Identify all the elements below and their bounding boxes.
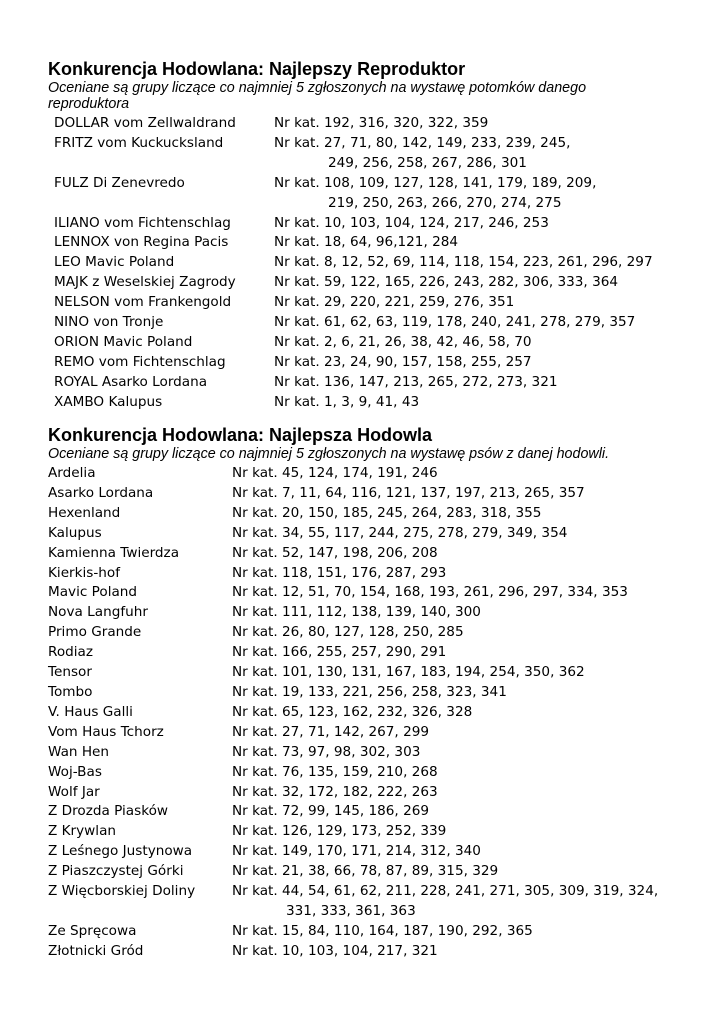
entry-row [48,504,688,524]
entry-name: Nova Langfuhr [48,604,148,621]
entry-row [48,802,688,822]
section-subtitle: Oceniane są grupy liczące co najmniej 5 zgłoszonych na wystawę psów z danej hodowli. [48,446,610,462]
entry-catalog-numbers [274,393,670,413]
entry-catalog-numbers [232,643,672,663]
section-najlepsza-hodowla [48,424,688,962]
entry-catalog-numbers [274,353,670,373]
entry-row [48,882,688,922]
entry-catalog-numbers [274,293,670,313]
entry-row [48,643,688,663]
catalog-numbers-line: Nr kat. 65, 123, 162, 232, 326, 328 [232,703,473,720]
entry-name: Kalupus [48,524,102,541]
entry-catalog-numbers [232,922,672,942]
catalog-numbers-line: Nr kat. 44, 54, 61, 62, 211, 228, 241, 271, 305, 309, 319, 324, [232,883,659,900]
entry-name: Asarko Lordana [48,484,154,501]
entry-row [48,623,688,643]
entry-name: Ardelia [48,465,96,481]
entry-catalog-numbers [232,763,672,783]
entry-name: DOLLAR vom Zellwaldrand [54,115,236,131]
section-najlepszy-reproduktor [48,58,688,413]
entry-catalog-numbers [232,564,672,584]
entry-name: Tensor [48,664,92,681]
section-heading: Konkurencja Hodowlana: Najlepsza Hodowla [48,425,433,445]
entry-row [48,464,688,484]
entry-catalog-numbers [232,822,672,842]
entry-name: FULZ Di Zenevredo [54,174,185,191]
entry-row [48,333,688,353]
entry-catalog-numbers [232,703,672,723]
entry-row [48,703,688,723]
entry-row [48,353,688,373]
catalog-numbers-line: Nr kat. 12, 51, 70, 154, 168, 193, 261, 296, 297, 334, 353 [232,584,628,601]
catalog-numbers-line: Nr kat. 23, 24, 90, 157, 158, 255, 257 [274,353,532,370]
entry-catalog-numbers [232,683,672,703]
entry-row [48,743,688,763]
entry-row [48,942,688,962]
entry-catalog-numbers [274,114,670,134]
entry-name: Vom Haus Tchorz [48,723,164,740]
entry-row [48,114,688,134]
entry-name: REMO vom Fichtenschlag [54,353,226,370]
entry-catalog-numbers [232,484,672,504]
entry-name: V. Haus Galli [48,703,133,720]
entry-list [48,464,688,962]
catalog-numbers-line: Nr kat. 166, 255, 257, 290, 291 [232,644,447,661]
entry-row [48,564,688,584]
entry-catalog-numbers [232,862,672,882]
catalog-numbers-line: Nr kat. 15, 84, 110, 164, 187, 190, 292, 365 [232,922,533,939]
catalog-numbers-line: Nr kat. 18, 64, 96,121, 284 [274,234,459,251]
entry-name: Złotnicki Gród [48,942,144,959]
entry-row [48,583,688,603]
entry-list [48,114,688,413]
catalog-numbers-line: Nr kat. 21, 38, 66, 78, 87, 89, 315, 329 [232,863,499,880]
entry-catalog-numbers [274,313,670,333]
catalog-numbers-line: Nr kat. 61, 62, 63, 119, 178, 240, 241, 278, 279, 357 [274,314,636,331]
catalog-numbers-line: Nr kat. 27, 71, 80, 142, 149, 233, 239, 245, [274,134,571,151]
catalog-numbers-continuation: 249, 256, 258, 267, 286, 301 [328,154,527,171]
entry-catalog-numbers [274,233,670,253]
entry-row [48,862,688,882]
entry-name: Mavic Poland [48,584,138,601]
catalog-numbers-line: Nr kat. 108, 109, 127, 128, 141, 179, 189, 209, [274,174,597,191]
entry-catalog-numbers [232,743,672,763]
entry-row [48,822,688,842]
entry-name: XAMBO Kalupus [54,393,163,410]
entry-row [48,603,688,623]
catalog-numbers-line: Nr kat. 118, 151, 176, 287, 293 [232,564,447,581]
entry-catalog-numbers [274,333,670,353]
entry-catalog-numbers [274,174,670,214]
entry-row [48,763,688,783]
entry-row [48,293,688,313]
catalog-numbers-line: Nr kat. 10, 103, 104, 124, 217, 246, 253 [274,214,549,231]
entry-catalog-numbers [232,583,672,603]
entry-catalog-numbers [274,273,670,293]
catalog-numbers-line: Nr kat. 73, 97, 98, 302, 303 [232,743,421,760]
entry-name: Kierkis-hof [48,564,120,581]
entry-row [48,723,688,743]
catalog-numbers-line: Nr kat. 45, 124, 174, 191, 246 [232,465,438,481]
catalog-numbers-line: Nr kat. 126, 129, 173, 252, 339 [232,823,447,840]
entry-row [48,484,688,504]
entry-name: Z Drozda Piasków [48,803,169,820]
catalog-numbers-line: Nr kat. 149, 170, 171, 214, 312, 340 [232,843,481,860]
catalog-numbers-line: Nr kat. 34, 55, 117, 244, 275, 278, 279, 349, 354 [232,524,568,541]
entry-catalog-numbers [232,544,672,564]
entry-catalog-numbers [232,623,672,643]
catalog-numbers-line: Nr kat. 1, 3, 9, 41, 43 [274,393,420,410]
catalog-numbers-line: Nr kat. 192, 316, 320, 322, 359 [274,115,489,131]
entry-catalog-numbers [232,663,672,683]
catalog-numbers-line: Nr kat. 19, 133, 221, 256, 258, 323, 341 [232,683,507,700]
entry-catalog-numbers [232,524,672,544]
entry-name: Wan Hen [48,743,110,760]
entry-row [48,922,688,942]
catalog-numbers-line: Nr kat. 52, 147, 198, 206, 208 [232,544,438,561]
catalog-numbers-line: Nr kat. 76, 135, 159, 210, 268 [232,763,438,780]
entry-row [48,683,688,703]
entry-catalog-numbers [274,373,670,393]
entry-name: Woj-Bas [48,763,102,780]
catalog-numbers-line: Nr kat. 111, 112, 138, 139, 140, 300 [232,604,481,621]
catalog-numbers-continuation: 219, 250, 263, 266, 270, 274, 275 [328,194,562,211]
entry-row [48,313,688,333]
entry-row [48,663,688,683]
entry-name: Z Krywlan [48,823,117,840]
entry-name: Kamienna Twierdza [48,544,180,561]
entry-name: Ze Spręcowa [48,922,137,939]
catalog-numbers-line: Nr kat. 20, 150, 185, 245, 264, 283, 318, 355 [232,504,542,521]
entry-catalog-numbers [232,783,672,803]
entry-name: FRITZ vom Kuckucksland [54,134,224,151]
entry-name: Hexenland [48,504,121,521]
catalog-numbers-line: Nr kat. 32, 172, 182, 222, 263 [232,783,438,800]
entry-catalog-numbers [232,842,672,862]
catalog-numbers-line: Nr kat. 101, 130, 131, 167, 183, 194, 254, 350, 362 [232,664,585,681]
entry-catalog-numbers [232,802,672,822]
entry-name: LENNOX von Regina Pacis [54,234,229,251]
entry-catalog-numbers [232,882,672,922]
section-subtitle: Oceniane są grupy liczące co najmniej 5 zgłoszonych na wystawę potomków danego reproduktora [48,80,587,112]
catalog-numbers-continuation: 331, 333, 361, 363 [286,902,416,919]
entry-catalog-numbers [232,942,672,962]
entry-row [48,524,688,544]
entry-catalog-numbers [232,603,672,623]
entry-row [48,214,688,234]
entry-row [48,253,688,273]
entry-catalog-numbers [274,214,670,234]
entry-catalog-numbers [274,134,670,174]
catalog-numbers-line: Nr kat. 72, 99, 145, 186, 269 [232,803,430,820]
catalog-numbers-line: Nr kat. 8, 12, 52, 69, 114, 118, 154, 223, 261, 296, 297 [274,254,653,271]
catalog-numbers-line: Nr kat. 26, 80, 127, 128, 250, 285 [232,624,464,641]
entry-name: Z Więcborskiej Doliny [48,883,196,900]
entry-catalog-numbers [232,464,672,484]
catalog-numbers-line: Nr kat. 136, 147, 213, 265, 272, 273, 321 [274,373,558,390]
catalog-numbers-line: Nr kat. 29, 220, 221, 259, 276, 351 [274,294,515,311]
catalog-numbers-line: Nr kat. 10, 103, 104, 217, 321 [232,942,438,959]
entry-name: Wolf Jar [48,783,100,800]
entry-row [48,544,688,564]
entry-name: Primo Grande [48,624,142,641]
entry-row [48,783,688,803]
entry-row [48,273,688,293]
entry-catalog-numbers [274,253,670,273]
entry-name: ORION Mavic Poland [54,333,193,350]
entry-name: Rodiaz [48,644,94,661]
entry-catalog-numbers [232,723,672,743]
entry-row [48,233,688,253]
entry-name: NINO von Tronje [54,314,164,331]
entry-row [48,174,688,214]
catalog-numbers-line: Nr kat. 2, 6, 21, 26, 38, 42, 46, 58, 70 [274,333,532,350]
entry-name: ROYAL Asarko Lordana [54,373,208,390]
section-heading: Konkurencja Hodowlana: Najlepszy Reproduktor [48,59,466,79]
catalog-numbers-line: Nr kat. 27, 71, 142, 267, 299 [232,723,430,740]
entry-row [48,393,688,413]
entry-name: Z Leśnego Justynowa [48,843,193,860]
entry-row [48,373,688,393]
entry-name: NELSON vom Frankengold [54,294,232,311]
catalog-numbers-line: Nr kat. 59, 122, 165, 226, 243, 282, 306, 333, 364 [274,274,619,291]
entry-catalog-numbers [232,504,672,524]
entry-row [48,842,688,862]
entry-name: ILIANO vom Fichtenschlag [54,214,231,231]
entry-name: MAJK z Weselskiej Zagrody [54,274,236,291]
entry-name: LEO Mavic Poland [54,254,175,271]
entry-name: Tombo [48,683,93,700]
entry-name: Z Piaszczystej Górki [48,863,184,880]
catalog-numbers-line: Nr kat. 7, 11, 64, 116, 121, 137, 197, 213, 265, 357 [232,484,585,501]
entry-row [48,134,688,174]
